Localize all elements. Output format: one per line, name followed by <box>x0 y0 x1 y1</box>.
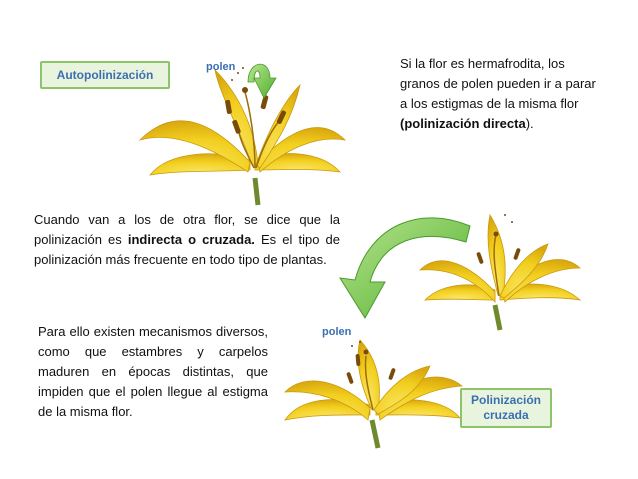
polen-label-top: polen <box>206 61 236 73</box>
polinizacion-directa-term: (polinización directa <box>400 116 526 131</box>
indirecta-cruzada-term: indirecta o cruzada. <box>127 232 255 247</box>
hermafrodita-paragraph <box>400 54 600 134</box>
cruzada-text: Cuando van a los de otra flor, se dice que la polinización es <box>34 212 340 247</box>
curved-arrow-icon <box>248 64 276 98</box>
lily-flower-bottom <box>285 340 462 448</box>
lily-flower-top <box>140 67 345 205</box>
mecanismos-paragraph: Para ello existen mecanismos diversos, como que estambres y carpelos maduren en épocas distintas, que impiden que el polen llegue al estigma de la misma flor. <box>38 324 268 419</box>
polen-label-bottom: polen <box>322 326 352 338</box>
cruzada-text-end: Es el tipo de polinización más frecuente en todo tipo de plantas. <box>34 232 341 267</box>
polinizacion-cruzada-label: Polinización cruzada <box>460 388 552 428</box>
cruzada-paragraph <box>34 210 340 270</box>
hermafrodita-text-end: ). <box>525 116 534 131</box>
hermafrodita-text: Si la flor es hermafrodita, los granos de polen pueden ir a parar a los estigmas de la misma flor <box>400 56 596 111</box>
autopolinizacion-label: Autopolinización <box>40 61 170 89</box>
